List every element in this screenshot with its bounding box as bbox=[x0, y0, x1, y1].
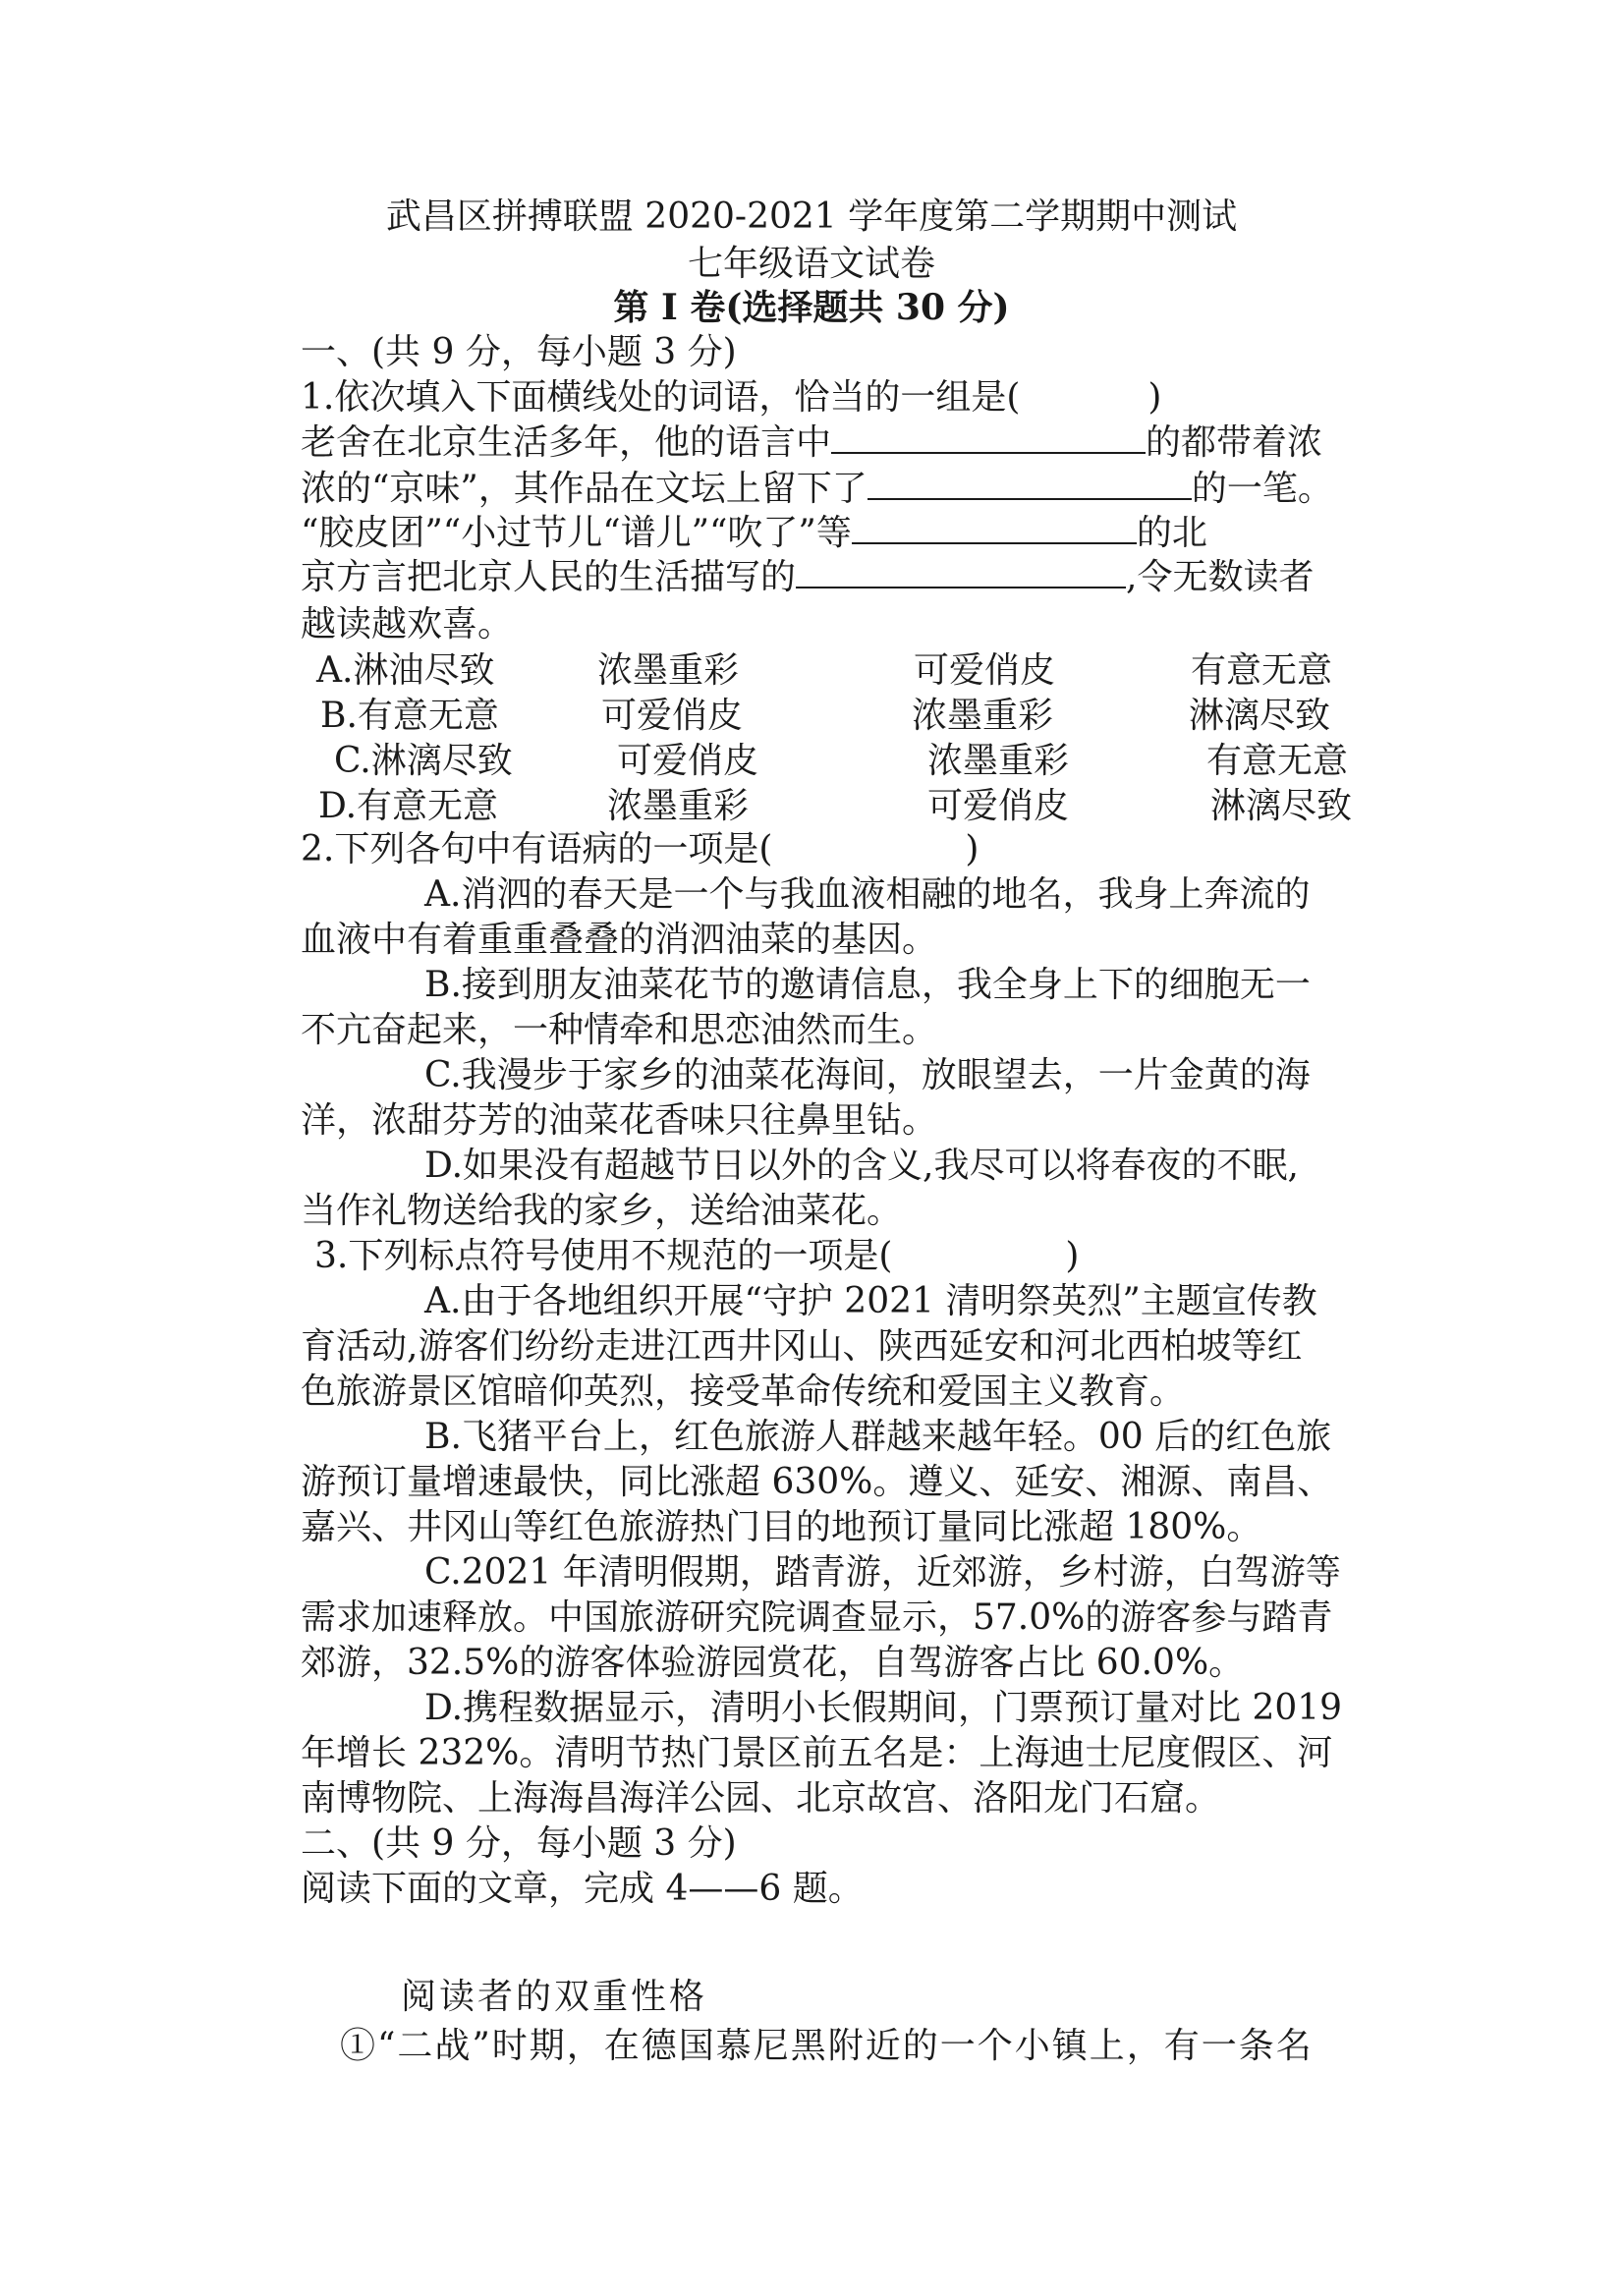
q2-option-a-cont: 血液中有着重重叠叠的消泗油菜的基因。 bbox=[301, 920, 938, 960]
q1-line4-b: ,令无数读者 bbox=[1126, 557, 1315, 597]
q1-option-d-3: 可爱俏皮 bbox=[927, 786, 1070, 826]
q1-line4 bbox=[301, 555, 1314, 600]
q2-option-b[interactable]: B.接到朋友油菜花节的邀请信息，我全身上下的细胞无一 bbox=[424, 965, 1311, 1005]
q1-line3-b: 的北 bbox=[1136, 513, 1207, 553]
q1-blank3[interactable] bbox=[852, 513, 1137, 544]
q3-option-d-cont1: 年增长 232%。清明节热门景区前五名是：上海迪士尼度假区、河 bbox=[301, 1733, 1333, 1773]
q1-line5: 越读越欢喜。 bbox=[301, 604, 514, 644]
q1-stem bbox=[301, 375, 1161, 420]
q1-option-b-4: 淋漓尽致 bbox=[1189, 696, 1331, 736]
part1-heading: 一、(共 9 分，每小题 3 分) bbox=[301, 332, 737, 372]
q1-option-b-1[interactable]: B.有意无意 bbox=[320, 696, 499, 736]
q1-line3-a: “胶皮团”“小过节儿“谱儿”“吹了”等 bbox=[301, 513, 852, 553]
q1-stem-close: ) bbox=[1147, 377, 1162, 418]
q1-line1 bbox=[301, 420, 1322, 466]
q1-line1-b: 的都带着浓 bbox=[1146, 422, 1323, 463]
q3-option-a-cont1: 育活动,游客们纷纷走进江西井冈山、陕西延安和河北西柏坡等红 bbox=[301, 1326, 1303, 1367]
q1-line2-a: 浓的“京味”，其作品在文坛上留下了 bbox=[301, 469, 867, 509]
q2-stem-text: 2.下列各句中有语病的一项是( bbox=[301, 829, 773, 869]
q2-option-a[interactable]: A.消泗的春天是一个与我血液相融的地名，我身上奔流的 bbox=[424, 874, 1311, 915]
q3-option-a[interactable]: A.由于各地组织开展“守护 2021 清明祭英烈”主题宣传教 bbox=[424, 1281, 1317, 1321]
q1-blank2[interactable] bbox=[867, 469, 1192, 500]
q3-option-b-cont1: 游预订量增速最快，同比涨超 630%。遵义、延安、湘源、南昌、 bbox=[301, 1462, 1333, 1502]
q1-stem-text: 1.依次填入下面横线处的词语，恰当的一组是( bbox=[301, 377, 1021, 418]
article-para1: ①“二战”时期，在德国慕尼黑附近的一个小镇上，有一条名 bbox=[340, 2026, 1314, 2066]
part2-heading: 二、(共 9 分，每小题 3 分) bbox=[301, 1823, 737, 1864]
q2-option-d-cont: 当作礼物送给我的家乡，送给油菜花。 bbox=[301, 1191, 903, 1231]
q1-option-b-2: 可爱俏皮 bbox=[601, 696, 744, 736]
q2-stem-close: ) bbox=[965, 829, 979, 869]
q1-line2 bbox=[301, 467, 1333, 512]
q2-option-b-cont: 不亢奋起来，一种情牵和思恋油然而生。 bbox=[301, 1010, 938, 1050]
q1-option-a-4: 有意无意 bbox=[1191, 650, 1333, 691]
q2-option-c-cont: 洋，浓甜芬芳的油菜花香味只往鼻里钻。 bbox=[301, 1100, 938, 1141]
q3-stem bbox=[314, 1234, 1079, 1279]
q1-option-a-3: 可爱俏皮 bbox=[914, 650, 1056, 691]
q1-option-c-4: 有意无意 bbox=[1206, 741, 1349, 781]
q3-stem-text: 3.下列标点符号使用不规范的一项是( bbox=[314, 1236, 893, 1276]
q3-option-c[interactable]: C.2021 年清明假期，踏青游，近郊游，乡村游，白驾游等 bbox=[424, 1552, 1341, 1593]
exam-subtitle: 七年级语文试卷 bbox=[687, 244, 935, 284]
q3-option-c-cont1: 需求加速释放。中国旅游研究院调查显示，57.0%的游客参与踏青 bbox=[301, 1597, 1333, 1638]
q2-stem bbox=[301, 827, 979, 872]
q3-option-d-cont2: 南博物院、上海海昌海洋公园、北京故宫、洛阳龙门石窟。 bbox=[301, 1778, 1221, 1819]
q1-blank1[interactable] bbox=[831, 422, 1146, 454]
q1-option-c-2: 可爱俏皮 bbox=[617, 741, 759, 781]
exam-title: 武昌区拼搏联盟 2020-2021 学年度第二学期期中测试 bbox=[385, 196, 1238, 237]
q3-option-a-cont2: 色旅游景区馆暗仰英烈，接受革命传统和爱国主义教育。 bbox=[301, 1372, 1186, 1412]
q3-option-b-cont2: 嘉兴、井冈山等红色旅游热门目的地预订量同比涨超 180%。 bbox=[301, 1507, 1262, 1547]
q1-option-d-4: 淋漓尽致 bbox=[1210, 786, 1353, 826]
q3-stem-close: ) bbox=[1065, 1236, 1080, 1276]
q1-option-d-2: 浓墨重彩 bbox=[607, 786, 750, 826]
q1-line2-b: 的一笔。 bbox=[1191, 469, 1333, 509]
q2-option-d[interactable]: D.如果没有超越节日以外的含义,我尽可以将春夜的不眠, bbox=[424, 1146, 1299, 1186]
part2-instruction: 阅读下面的文章，完成 4——6 题。 bbox=[301, 1869, 864, 1909]
q2-option-c[interactable]: C.我漫步于家乡的油菜花海间，放眼望去，一片金黄的海 bbox=[424, 1055, 1311, 1095]
q1-line3 bbox=[301, 511, 1207, 556]
q3-option-b[interactable]: B.飞猪平台上，红色旅游人群越来越年轻。00 后的红色旅 bbox=[424, 1417, 1332, 1457]
q1-line1-a: 老舍在北京生活多年，他的语言中 bbox=[301, 422, 832, 463]
q1-line4-a: 京方言把北京人民的生活描写的 bbox=[301, 557, 797, 597]
q1-option-d-1[interactable]: D.有意无意 bbox=[318, 786, 499, 826]
q1-blank4[interactable] bbox=[796, 557, 1126, 588]
article-title: 阅读者的双重性格 bbox=[401, 1977, 708, 2017]
q1-option-c-3: 浓墨重彩 bbox=[927, 741, 1070, 781]
section-title: 第 I 卷(选择题共 30 分) bbox=[613, 287, 1010, 328]
q1-option-a-1[interactable]: A.淋油尽致 bbox=[316, 650, 495, 691]
q3-option-c-cont2: 郊游，32.5%的游客体验游园赏花，自驾游客占比 60.0%。 bbox=[301, 1643, 1245, 1683]
q1-option-c-1[interactable]: C.淋漓尽致 bbox=[334, 741, 513, 781]
q1-option-a-2: 浓墨重彩 bbox=[597, 650, 740, 691]
q1-option-b-3: 浓墨重彩 bbox=[912, 696, 1054, 736]
q3-option-d[interactable]: D.携程数据显示，清明小长假期间，门票预订量对比 2019 bbox=[424, 1688, 1343, 1728]
